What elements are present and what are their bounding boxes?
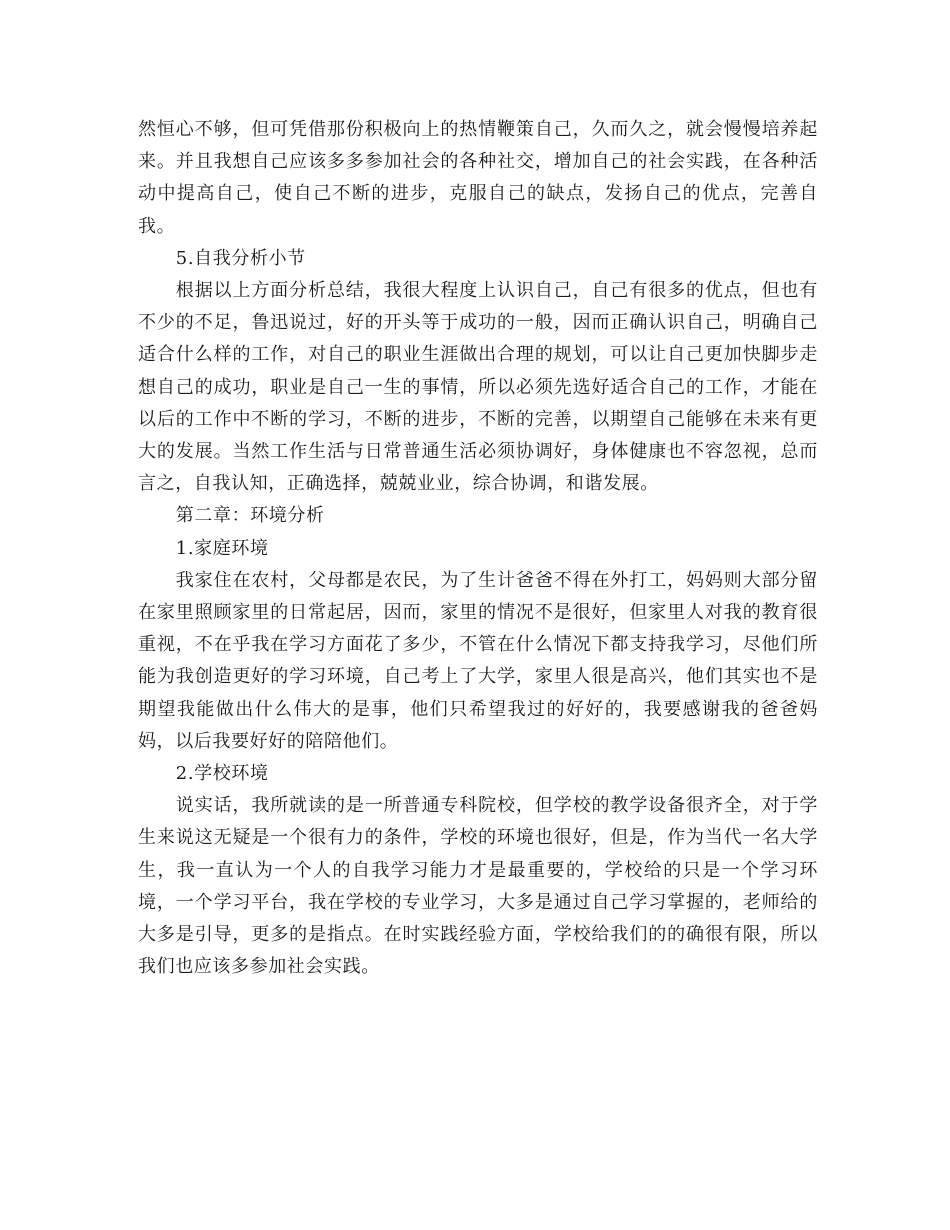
- section-heading-family-environment: 1.家庭环境: [175, 537, 269, 559]
- section-heading-school-environment: 2.学校环境: [175, 763, 269, 785]
- paragraph-self-analysis-summary: 根据以上方面分析总结，我很大程度上认识自己，自己有很多的优点，但也有不少的不足，鲁迅说过，好的开头等于成功的一般，因而正确认识自己，明确自己适合什么样的工作，对自己的职业生涯做出合理的规划，可以让自己更加快脚步走想自己的成功，职业是自己一生的事情，所以必须先选好适合自己的工作，才能在以后的工作中不断的学习，不断的进步，不断的完善，以期望自己能够在未来有更大的发展。当然工作生活与日常普通生活必须协调好，身体健康也不容忽视，总而言之，自我认知，正确选择，兢兢业业，综合协调，和谐发展。: [138, 280, 818, 495]
- chapter-heading-environment-analysis: 第二章：环境分析: [175, 505, 325, 527]
- paragraph-family-environment: 我家住在农村，父母都是农民，为了生计爸爸不得在外打工，妈妈则大部分留在家里照顾家里的日常起居，因而，家里的情况不是很好，但家里人对我的教育很重视，不在乎我在学习方面花了多少，不管在什么情况下都支持我学习，尽他们所能为我创造更好的学习环境，自己考上了大学，家里人很是高兴，他们其实也不是期望我能做出什么伟大的是事，他们只希望我过的好好的，我要感谢我的爸爸妈妈，以后我要好好的陪陪他们。: [138, 569, 818, 752]
- section-heading-self-analysis-summary: 5.自我分析小节: [175, 247, 306, 269]
- document-body: [138, 114, 818, 983]
- paragraph-continued: 然恒心不够，但可凭借那份积极向上的热情鞭策自己，久而久之，就会慢慢培养起来。并且我想自己应该多多参加社会的各种社交，增加自己的社会实践，在各种活动中提高自己，使自己不断的进步，克服自己的缺点，发扬自己的优点，完善自我。: [138, 119, 818, 237]
- paragraph-school-environment: 说实话，我所就读的是一所普通专科院校，但学校的教学设备很齐全，对于学生来说这无疑是一个很有力的条件，学校的环境也很好，但是，作为当代一名大学生，我一直认为一个人的自我学习能力才是最重要的，学校给的只是一个学习环境，一个学习平台，我在学校的专业学习，大多是通过自己学习掌握的，老师给的大多是引导，更多的是指点。在时实践经验方面，学校给我们的的确很有限，所以我们也应该多参加社会实践。: [138, 795, 818, 978]
